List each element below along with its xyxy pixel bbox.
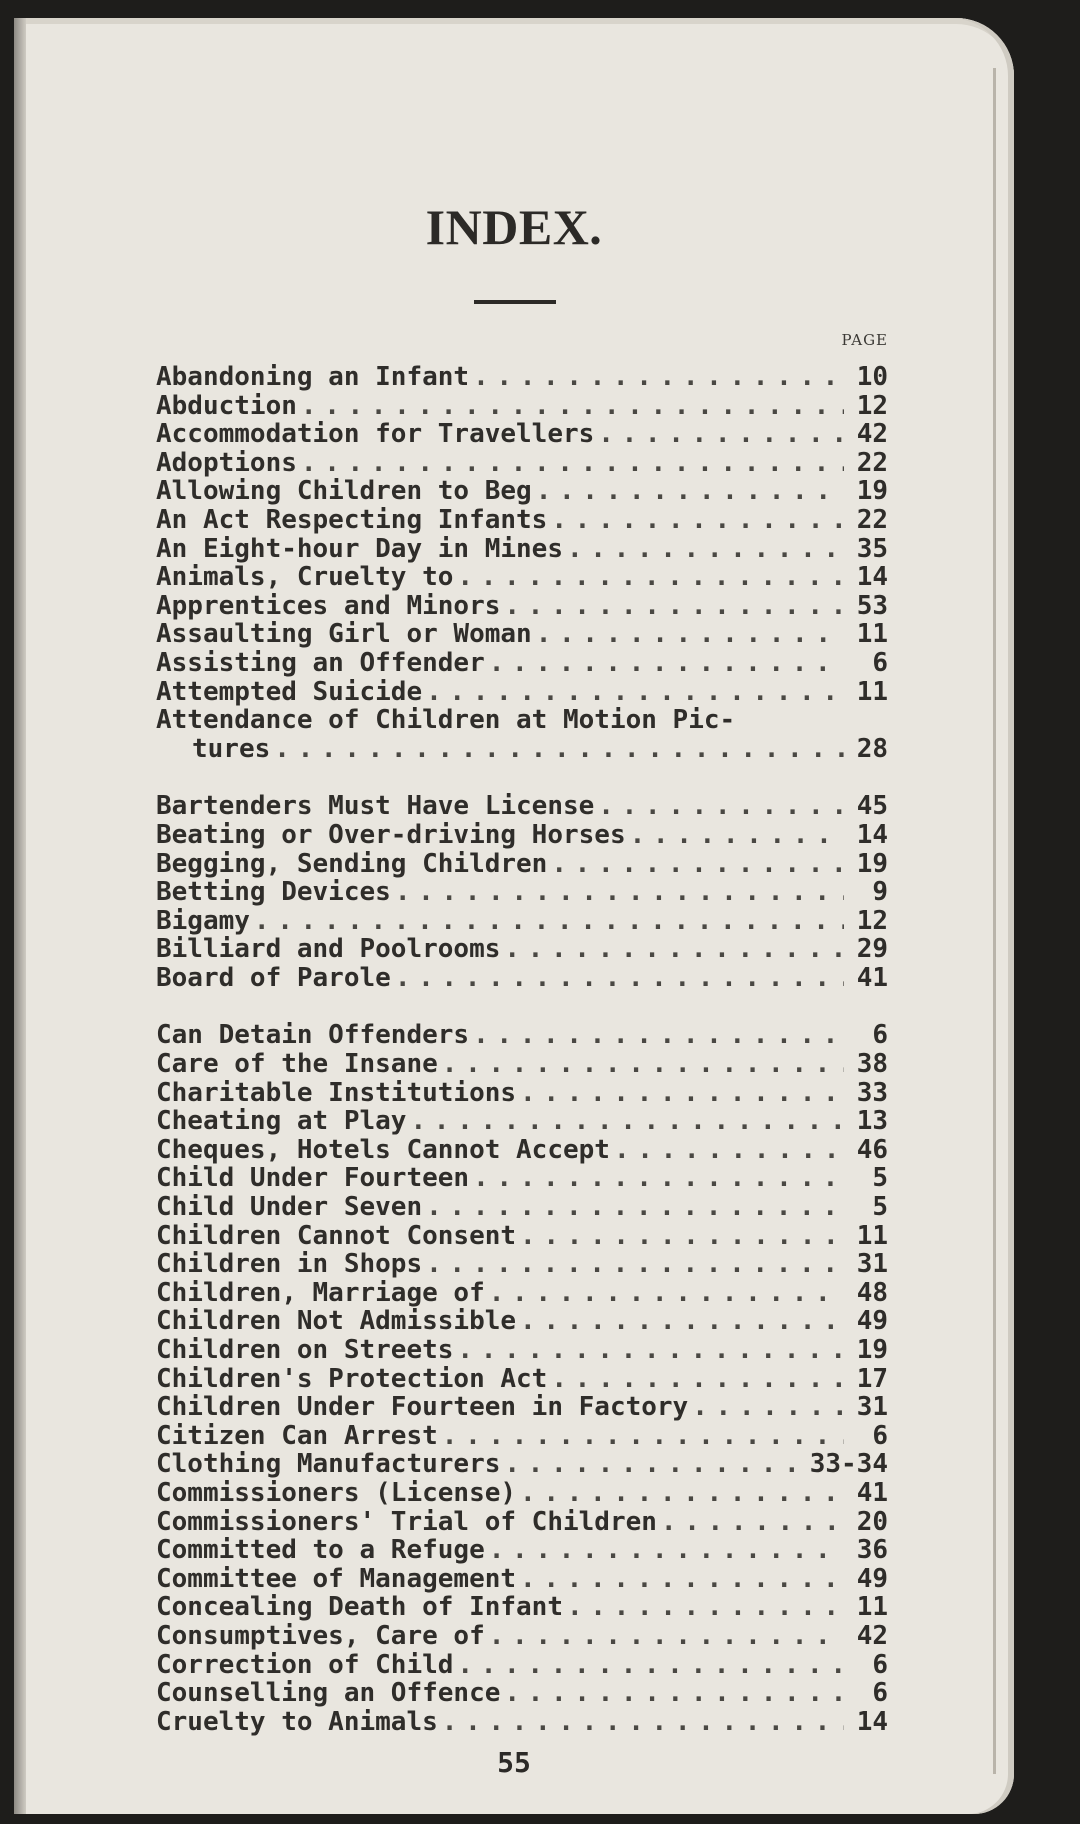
entry-label: Care of the Insane — [156, 1049, 438, 1080]
dot-leader — [520, 1307, 844, 1336]
index-entry — [156, 1193, 888, 1222]
entry-page-number: 31 — [856, 1392, 888, 1423]
entry-page-number: 6 — [872, 1649, 888, 1680]
index-entry — [156, 592, 888, 621]
page-number: 55 — [497, 1746, 531, 1779]
index-entry — [156, 563, 888, 592]
index-entry — [156, 535, 888, 564]
dot-leader — [473, 363, 844, 392]
entry-label: Board of Parole — [156, 962, 391, 993]
page-column-label: PAGE — [841, 331, 888, 349]
index-entry — [156, 964, 888, 993]
index-entry — [156, 792, 888, 821]
entry-label: Betting Devices — [156, 877, 391, 908]
entry-page-number: 19 — [856, 848, 888, 879]
dot-leader — [504, 1450, 805, 1479]
entry-page-number: 14 — [856, 1706, 888, 1737]
dot-leader — [598, 420, 844, 449]
entry-label: tures — [192, 733, 271, 764]
entry-label: Correction of Child — [156, 1649, 454, 1680]
dot-leader — [489, 649, 844, 678]
entry-page-number: 17 — [856, 1363, 888, 1394]
entry-label: Attempted Suicide — [156, 676, 423, 707]
dot-leader — [301, 449, 844, 478]
entry-label: Children's Protection Act — [156, 1363, 548, 1394]
dot-leader — [614, 1136, 844, 1165]
index-entry — [156, 1365, 888, 1394]
entry-label: Clothing Manufacturers — [156, 1449, 501, 1480]
entry-label: Bartenders Must Have License — [156, 791, 595, 822]
index-entry — [156, 1393, 888, 1422]
index-entry — [156, 678, 888, 707]
dot-leader — [473, 1164, 844, 1193]
entry-page-number: 5 — [872, 1163, 888, 1194]
page-edge — [993, 68, 996, 1774]
index-title: INDEX. — [425, 199, 603, 255]
entry-label: Cruelty to Animals — [156, 1706, 438, 1737]
entry-label: Children in Shops — [156, 1249, 423, 1280]
entry-label: Citizen Can Arrest — [156, 1420, 438, 1451]
dot-leader — [536, 620, 844, 649]
entry-page-number: 22 — [856, 447, 888, 478]
entry-page-number: 13 — [856, 1106, 888, 1137]
entry-page-number: 11 — [856, 676, 888, 707]
entry-label: Assaulting Girl or Woman — [156, 619, 532, 650]
entry-label: Cheating at Play — [156, 1106, 407, 1137]
entry-page-number: 45 — [856, 791, 888, 822]
entry-label: Charitable Institutions — [156, 1077, 517, 1108]
entry-label: Committee of Management — [156, 1563, 517, 1594]
dot-leader — [457, 1651, 844, 1680]
dot-leader — [520, 1222, 844, 1251]
entry-label: Abandoning an Infant — [156, 362, 470, 392]
entry-page-number: 19 — [856, 1335, 888, 1365]
entry-page-number: 41 — [856, 1477, 888, 1508]
dot-leader — [426, 1193, 844, 1222]
dot-leader — [442, 1050, 844, 1079]
index-entry — [156, 878, 888, 907]
entry-label: Children on Streets — [156, 1335, 454, 1365]
entry-page-number: 53 — [856, 590, 888, 621]
entry-page-number: 6 — [872, 1420, 888, 1451]
entry-page-number: 49 — [856, 1306, 888, 1337]
entry-label: An Act Respecting Infants — [156, 504, 548, 535]
entry-page-number: 31 — [856, 1249, 888, 1280]
book-page — [14, 18, 1014, 1814]
entry-label: Cheques, Hotels Cannot Accept — [156, 1134, 610, 1165]
index-entry — [156, 420, 888, 449]
index-entry — [156, 1708, 888, 1737]
dot-leader — [692, 1393, 844, 1422]
dot-leader — [426, 1250, 844, 1279]
entry-label: Beating or Over-driving Horses — [156, 819, 626, 850]
dot-leader — [457, 1336, 844, 1365]
entry-label: Children Cannot Consent — [156, 1220, 517, 1251]
entry-label: Bigamy — [156, 905, 250, 936]
entry-page-number: 29 — [856, 934, 888, 965]
entry-page-number: 11 — [856, 1592, 888, 1623]
entry-label: Assisting an Offender — [156, 647, 485, 678]
dot-leader — [395, 878, 844, 907]
dot-leader — [426, 678, 844, 707]
entry-label: Committed to a Refuge — [156, 1535, 485, 1566]
dot-leader — [489, 1279, 844, 1308]
dot-leader — [536, 477, 844, 506]
dot-leader — [504, 935, 844, 964]
dot-leader — [410, 1107, 844, 1136]
entry-page-number: 19 — [856, 476, 888, 507]
dot-leader — [504, 592, 844, 621]
entry-page-number: 42 — [856, 419, 888, 450]
index-entry — [156, 1164, 888, 1193]
index-entry — [156, 1479, 888, 1508]
index-entry — [156, 1622, 888, 1651]
entry-page-number: 33 — [856, 1077, 888, 1108]
entry-page-number: 28 — [856, 733, 888, 764]
index-entry — [156, 449, 888, 478]
index-entry — [156, 1307, 888, 1336]
entry-label: Accommodation for Travellers — [156, 419, 595, 450]
book-binding — [14, 18, 26, 1814]
dot-leader — [551, 850, 844, 879]
dot-leader — [551, 1365, 844, 1394]
entry-page-number: 41 — [856, 962, 888, 993]
index-entry — [156, 1565, 888, 1594]
entry-page-number: 9 — [872, 877, 888, 908]
index-entry — [156, 1136, 888, 1165]
entry-page-number: 38 — [856, 1049, 888, 1080]
entry-page-number: 12 — [856, 905, 888, 936]
entry-label: Commissioners (License) — [156, 1477, 517, 1508]
entry-page-number: 49 — [856, 1563, 888, 1594]
entry-page-number: 36 — [856, 1535, 888, 1566]
index-entry — [156, 1021, 888, 1050]
entry-page-number: 10 — [856, 362, 888, 392]
entry-page-number: 33-34 — [809, 1449, 888, 1480]
entry-page-number: 48 — [856, 1277, 888, 1308]
index-entry — [156, 1079, 888, 1108]
dot-leader — [598, 792, 844, 821]
entry-label: Begging, Sending Children — [156, 848, 548, 879]
entry-page-number: 6 — [872, 1020, 888, 1051]
entry-label: Commissioners' Trial of Children — [156, 1506, 657, 1537]
index-entry — [156, 1422, 888, 1451]
index-entry — [156, 1651, 888, 1680]
index-entry — [156, 392, 888, 421]
index-entry — [156, 935, 888, 964]
entry-label: Allowing Children to Beg — [156, 476, 532, 507]
dot-leader — [274, 735, 844, 764]
entry-label: Child Under Fourteen — [156, 1163, 470, 1194]
index-entry — [156, 735, 888, 764]
title-rule — [474, 300, 556, 304]
dot-leader — [504, 1679, 844, 1708]
dot-leader — [254, 907, 844, 936]
index-entry — [156, 850, 888, 879]
index-entry — [156, 1508, 888, 1537]
entry-label: Concealing Death of Infant — [156, 1592, 563, 1623]
entry-page-number: 5 — [872, 1192, 888, 1223]
dot-leader — [520, 1479, 844, 1508]
index-entry — [156, 506, 888, 535]
dot-leader — [395, 964, 844, 993]
index-entries — [156, 363, 888, 1736]
entry-label: Consumptives, Care of — [156, 1620, 485, 1651]
entry-label: Children Not Admissible — [156, 1306, 517, 1337]
index-entry — [156, 477, 888, 506]
index-entry — [156, 620, 888, 649]
index-entry — [156, 1107, 888, 1136]
dot-leader — [567, 1593, 844, 1622]
index-entry — [156, 363, 888, 392]
entry-label: Apprentices and Minors — [156, 590, 501, 621]
entry-label: Billiard and Poolrooms — [156, 934, 501, 965]
dot-leader — [442, 1422, 844, 1451]
index-entry — [156, 1336, 888, 1365]
dot-leader — [489, 1536, 844, 1565]
dot-leader — [661, 1508, 844, 1537]
index-entry — [156, 1536, 888, 1565]
group-spacer — [156, 992, 888, 1021]
index-entry — [156, 1222, 888, 1251]
index-entry — [156, 649, 888, 678]
entry-label: An Eight-hour Day in Mines — [156, 533, 563, 564]
entry-page-number: 6 — [872, 1678, 888, 1709]
dot-leader — [567, 535, 844, 564]
entry-page-number: 35 — [856, 533, 888, 564]
entry-page-number: 14 — [856, 819, 888, 850]
entry-label: Child Under Seven — [156, 1192, 423, 1223]
entry-page-number: 20 — [856, 1506, 888, 1537]
entry-label: Can Detain Offenders — [156, 1020, 470, 1051]
index-entry — [156, 1050, 888, 1079]
dot-leader — [442, 1708, 844, 1737]
index-entry — [156, 1450, 888, 1479]
dot-leader — [520, 1565, 844, 1594]
dot-leader — [551, 506, 844, 535]
entry-label: Animals, Cruelty to — [156, 562, 454, 593]
index-entry — [156, 1279, 888, 1308]
index-entry — [156, 821, 888, 850]
index-entry — [156, 1593, 888, 1622]
group-spacer — [156, 763, 888, 792]
dot-leader — [489, 1622, 844, 1651]
entry-page-number: 11 — [856, 1220, 888, 1251]
index-entry — [156, 1679, 888, 1708]
index-entry — [156, 1250, 888, 1279]
entry-page-number: 11 — [856, 619, 888, 650]
entry-page-number: 12 — [856, 390, 888, 421]
entry-page-number: 6 — [872, 647, 888, 678]
dot-leader — [630, 821, 844, 850]
dot-leader — [520, 1079, 844, 1108]
entry-label: Attendance of Children at Motion Pic- — [156, 705, 736, 736]
index-entry — [156, 706, 888, 735]
entry-label: Children, Marriage of — [156, 1277, 485, 1308]
entry-label: Adoptions — [156, 447, 297, 478]
entry-page-number: 42 — [856, 1620, 888, 1651]
entry-label: Abduction — [156, 390, 297, 421]
index-entry — [156, 907, 888, 936]
entry-label: Children Under Fourteen in Factory — [156, 1392, 689, 1423]
dot-leader — [301, 392, 844, 421]
entry-page-number: 14 — [856, 562, 888, 593]
dot-leader — [457, 563, 844, 592]
entry-label: Counselling an Offence — [156, 1678, 501, 1709]
entry-page-number: 22 — [856, 504, 888, 535]
entry-page-number: 46 — [856, 1134, 888, 1165]
dot-leader — [473, 1021, 844, 1050]
